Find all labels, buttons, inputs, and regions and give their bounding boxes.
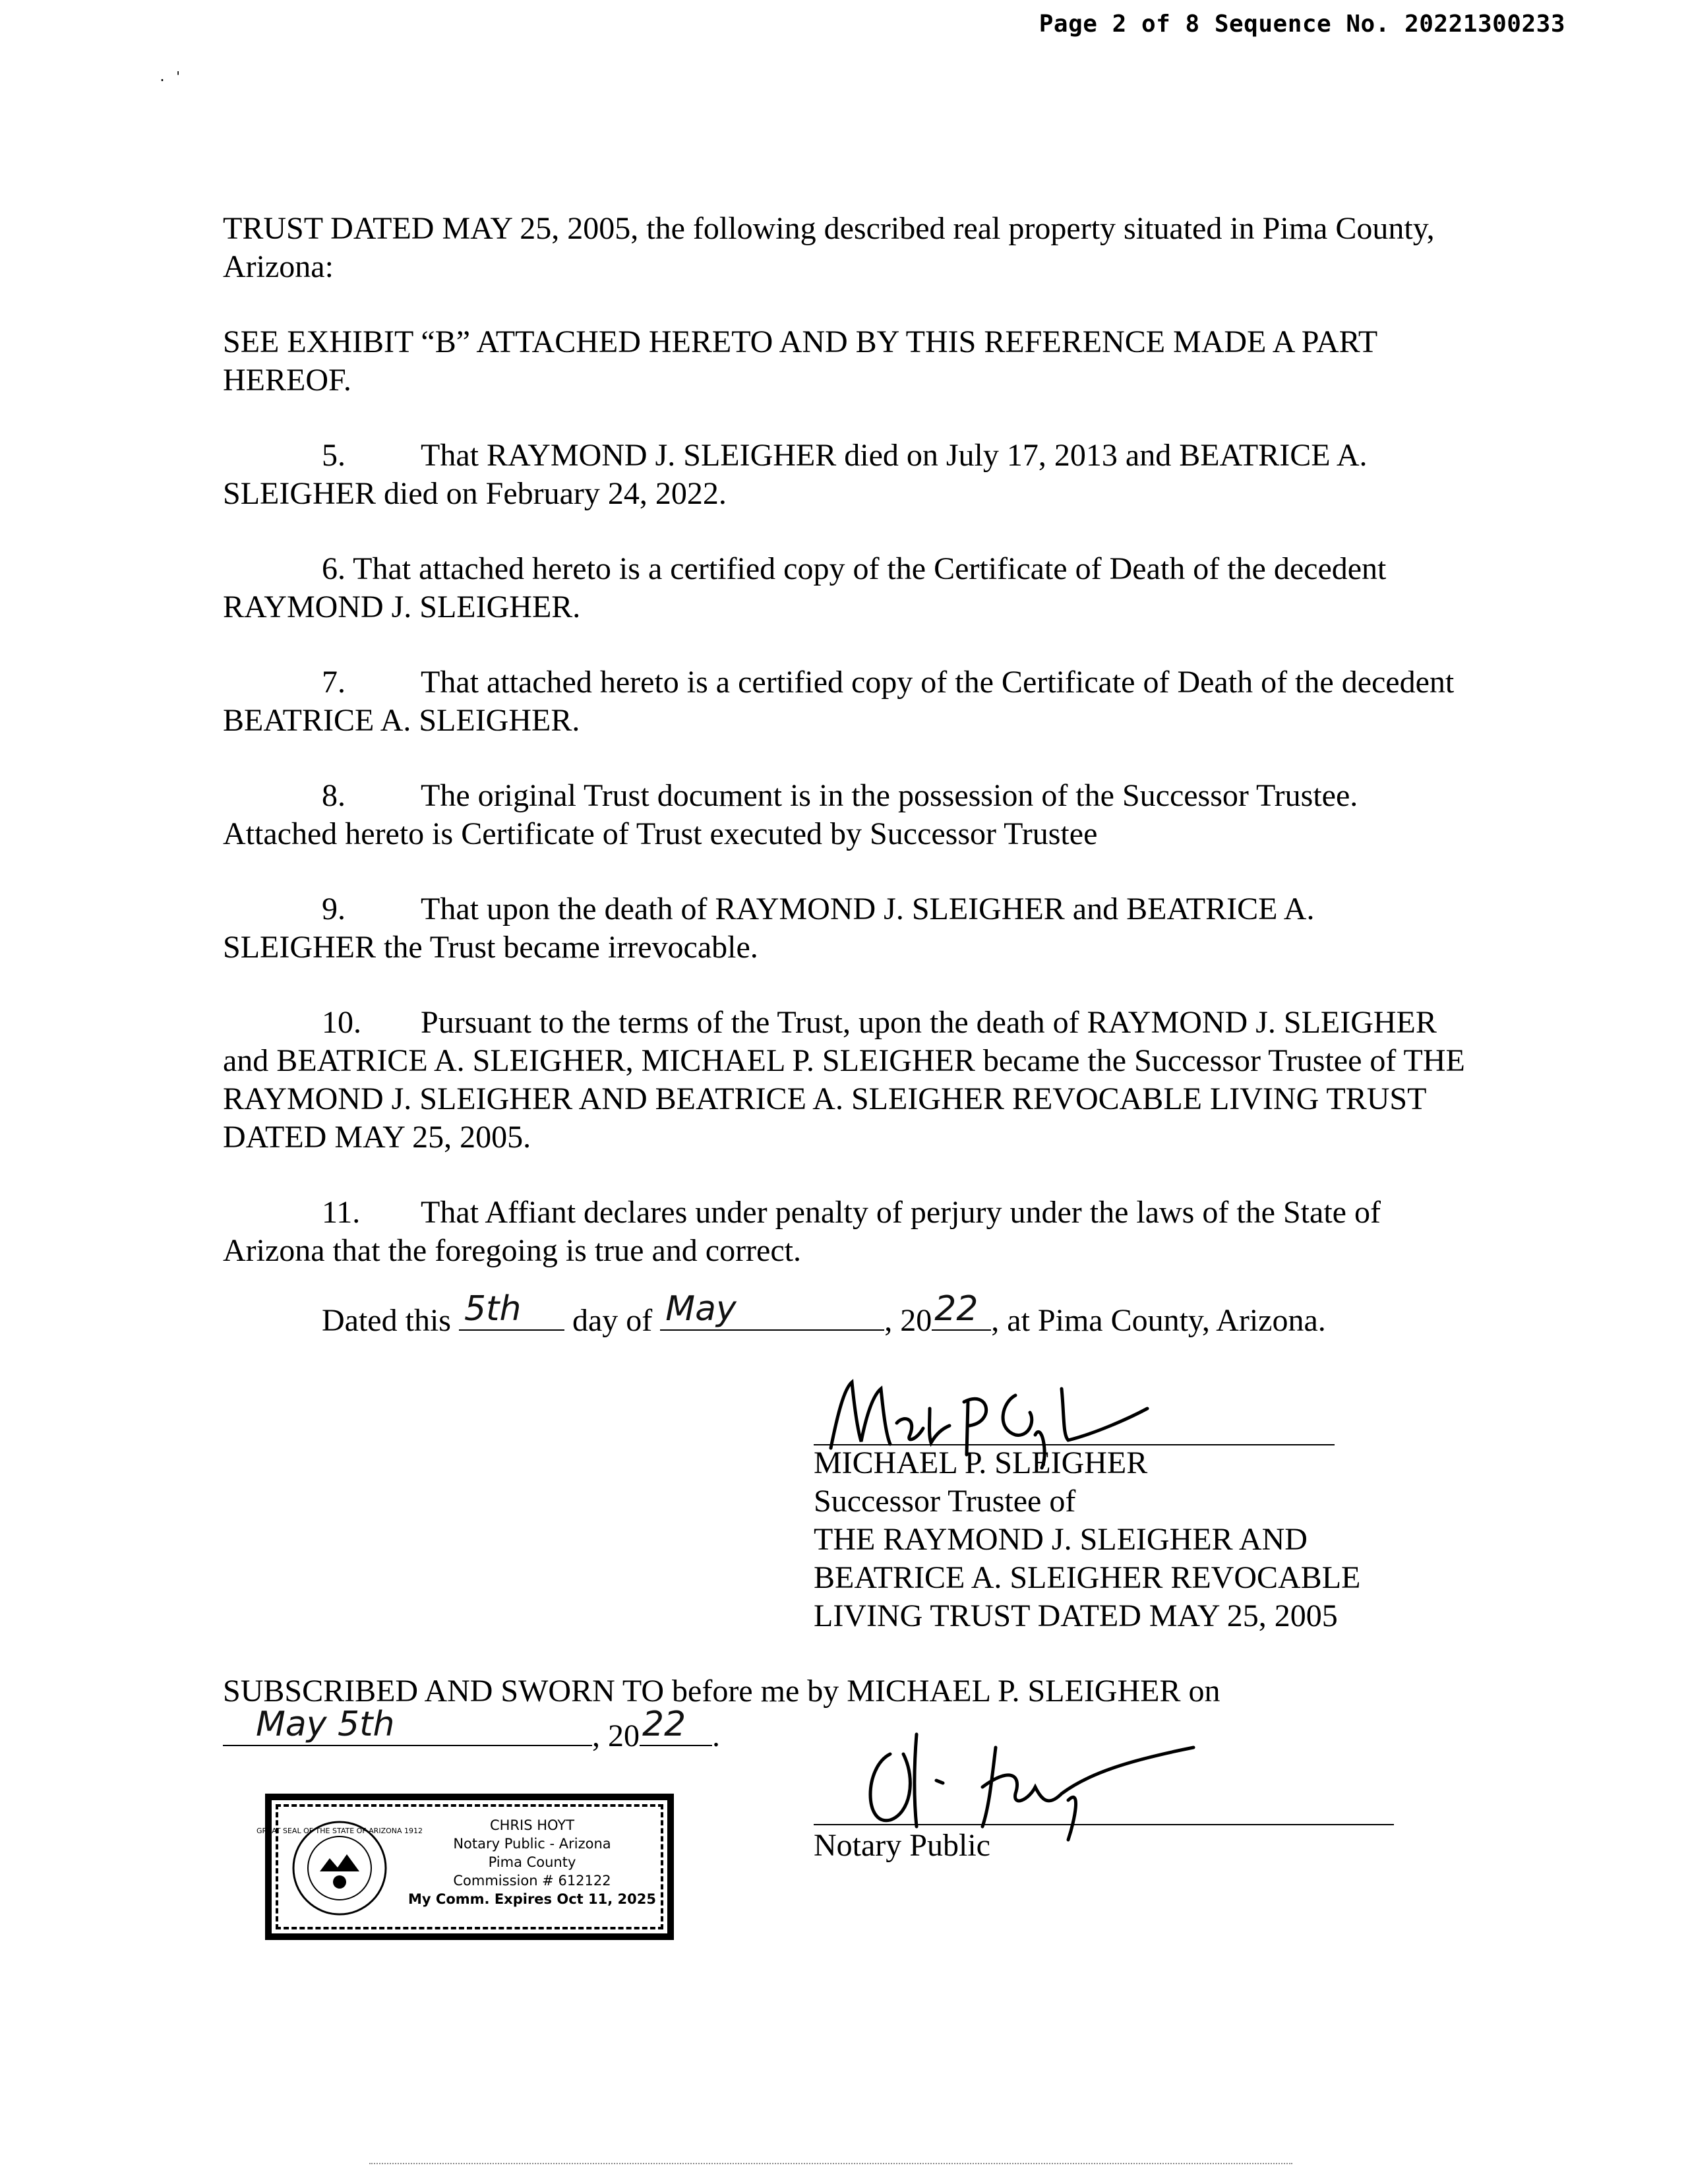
notary-expiry: My Comm. Expires Oct 11, 2025: [408, 1891, 656, 1907]
notary-title: Notary Public - Arizona: [453, 1836, 611, 1852]
scan-specks: . ': [158, 69, 183, 84]
dated-year-field: [932, 1289, 991, 1331]
paragraph-item-11: [223, 1194, 1469, 1270]
seal-text: GREAT SEAL OF THE STATE OF ARIZONA 1912: [256, 1827, 423, 1835]
paragraph-item-9: [223, 890, 1469, 967]
stamp-text: [397, 1816, 667, 1908]
handwritten-month: May: [665, 1289, 737, 1329]
notary-signature-line: [814, 1824, 1394, 1825]
state-seal-icon: [256, 1819, 423, 1918]
handwritten-day: 5th: [464, 1289, 522, 1329]
item-number: 6.: [322, 551, 346, 586]
handwritten-sworn-year: 22: [642, 1705, 686, 1744]
item-number: 7.: [322, 665, 346, 700]
handwritten-sworn-date: May 5th: [256, 1705, 395, 1744]
dated-day-field: [459, 1289, 564, 1331]
page-header: Page 2 of 8 Sequence No. 20221300233: [1039, 11, 1565, 38]
item-number: 8.: [322, 778, 346, 813]
notary-label: Notary Public: [814, 1828, 990, 1863]
paragraph-item-10: [223, 1004, 1469, 1157]
paragraph-item-5: [223, 437, 1469, 513]
signer-line: THE RAYMOND J. SLEIGHER AND: [814, 1522, 1308, 1557]
paragraph-exhibit: SEE EXHIBIT “B” ATTACHED HERETO AND BY THIS REFERENCE MADE A PART HEREOF.: [223, 324, 1377, 398]
paragraph-trust-intro: TRUST DATED MAY 25, 2005, the following described real property situated in Pima County, Arizona:: [223, 211, 1435, 284]
handwritten-year: 22: [934, 1289, 979, 1329]
item-text: That attached hereto is a certified copy of the Certificate of Death of the decedent BEATRICE A. SLEIGHER.: [223, 665, 1455, 738]
notary-stamp: [256, 1794, 674, 1940]
sworn-text: SUBSCRIBED AND SWORN TO before me by MICHAEL P. SLEIGHER on: [223, 1674, 1221, 1709]
sworn-date-line: [223, 1705, 1469, 1755]
signer-line: LIVING TRUST DATED MAY 25, 2005: [814, 1598, 1338, 1633]
paragraph-item-7: [223, 663, 1469, 740]
sworn-date-field: [223, 1705, 592, 1746]
paragraph-item-6: [223, 550, 1469, 626]
dated-suffix: , at Pima County, Arizona.: [991, 1303, 1326, 1338]
bottom-scan-artifact: [369, 2163, 1292, 2164]
signer-line: BEATRICE A. SLEIGHER REVOCABLE: [814, 1560, 1361, 1595]
sworn-end: .: [712, 1718, 720, 1753]
item-number: 5.: [322, 438, 346, 473]
notary-name: CHRIS HOYT: [489, 1817, 575, 1833]
item-text: That Affiant declares under penalty of perjury under the laws of the State of Arizona that the foregoing is true and correct.: [223, 1195, 1381, 1268]
dated-year-prefix: , 20: [884, 1303, 932, 1338]
dated-line: [322, 1289, 1509, 1340]
paragraph-item-8: [223, 777, 1469, 853]
dated-mid: day of: [572, 1303, 653, 1338]
signer-line: Successor Trustee of: [814, 1484, 1076, 1519]
document-body: [223, 210, 1469, 1270]
dated-prefix: Dated this: [322, 1303, 451, 1338]
sworn-year-field: [640, 1705, 712, 1746]
notary-county: Pima County: [488, 1854, 576, 1870]
signer-name: MICHAEL P. SLEIGHER: [814, 1445, 1148, 1480]
item-text: The original Trust document is in the possession of the Successor Trustee. Attached hereto is Certificate of Trust executed by Successor Trustee: [223, 778, 1358, 851]
notary-signature: [851, 1728, 1220, 1840]
item-text: Pursuant to the terms of the Trust, upon the death of RAYMOND J. SLEIGHER and BEATRICE A. SLEIGHER, MICHAEL P. SLEIGHER became the Successor Trustee of THE RAYMOND J. SLEIGHER AND BEATRICE A. SLEIGHER REVOCABLE LIVING TRUST DATED MAY 25, 2005.: [223, 1005, 1465, 1155]
item-number: 10.: [322, 1005, 361, 1040]
item-number: 11.: [322, 1195, 361, 1230]
dated-month-field: [660, 1289, 884, 1331]
notary-commission: Commission # 612122: [453, 1873, 611, 1889]
sworn-statement: [223, 1672, 1469, 1755]
item-text: That upon the death of RAYMOND J. SLEIGHER and BEATRICE A. SLEIGHER the Trust became irrevocable.: [223, 892, 1315, 965]
item-number: 9.: [322, 892, 346, 926]
item-text: That RAYMOND J. SLEIGHER died on July 17, 2013 and BEATRICE A. SLEIGHER died on February 24, 2022.: [223, 438, 1368, 511]
sworn-year-prefix: , 20: [592, 1718, 640, 1753]
signer-block: [814, 1444, 1407, 1635]
item-text: That attached hereto is a certified copy of the Certificate of Death of the decedent RAYMOND J. SLEIGHER.: [223, 551, 1387, 624]
